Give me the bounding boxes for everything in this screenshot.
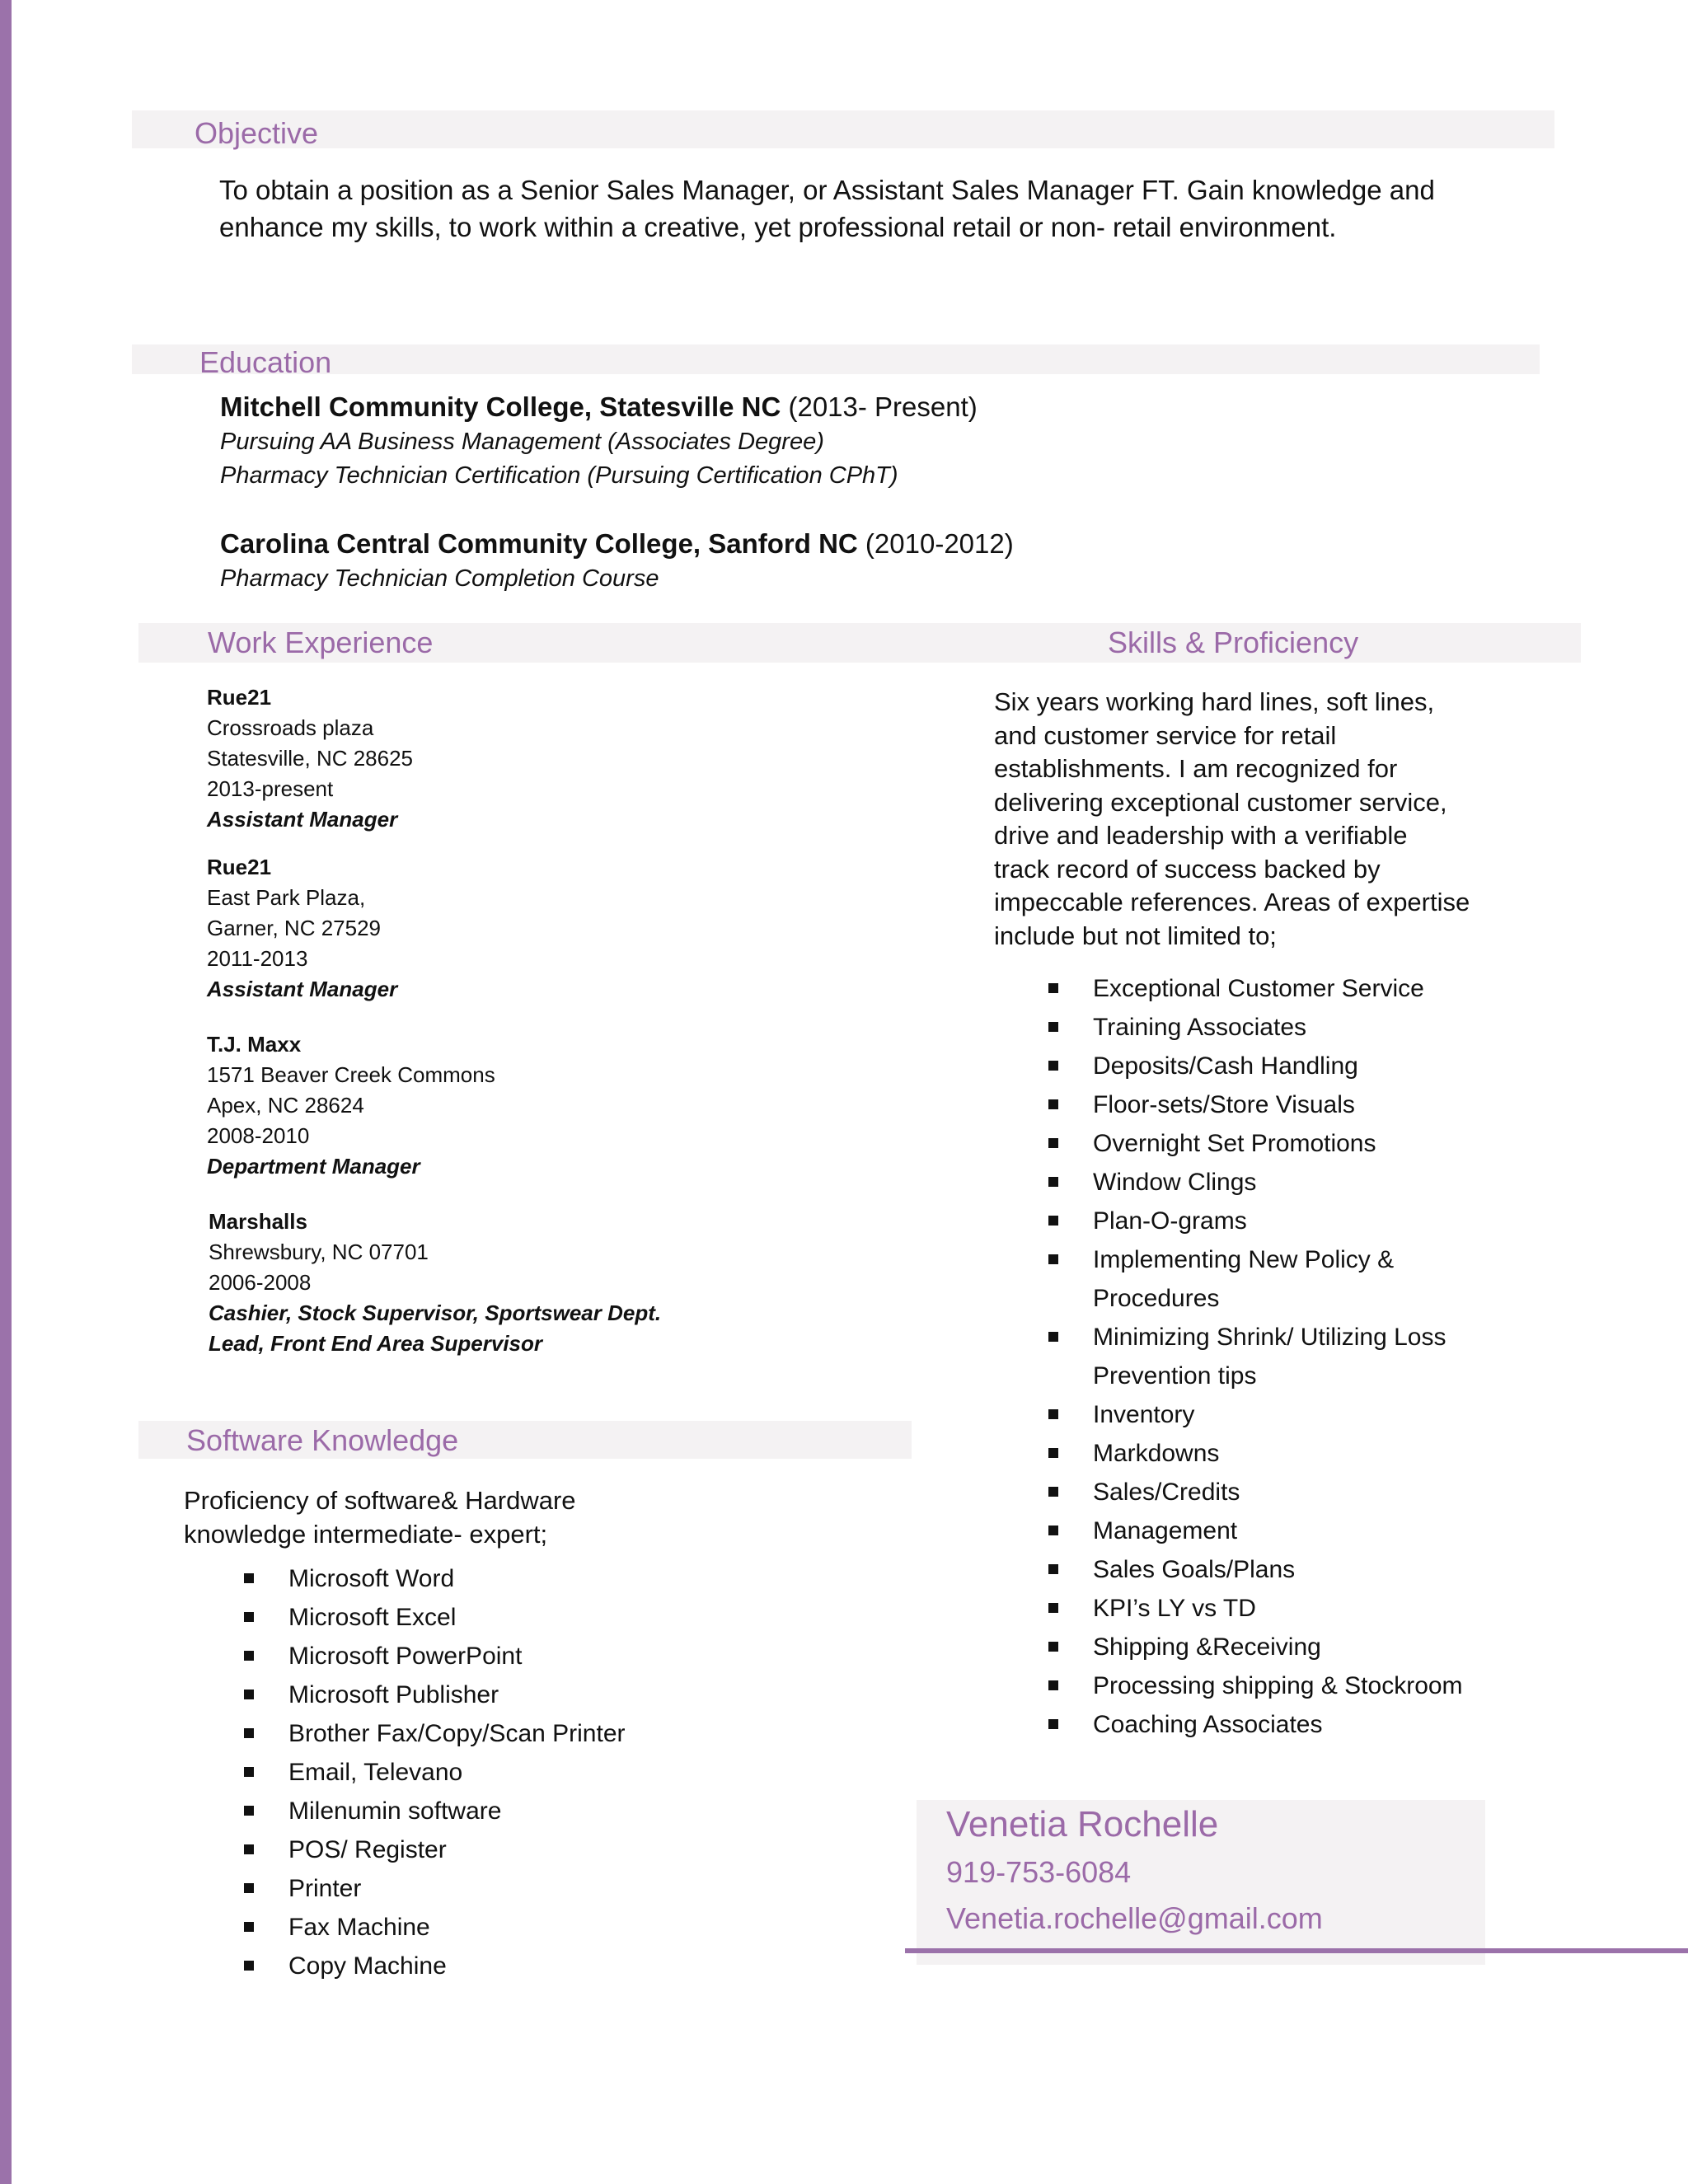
job-line: 2013-present — [207, 776, 334, 801]
list-item — [1043, 1240, 1505, 1318]
skills-intro-line: include but not limited to; — [994, 921, 1277, 950]
skills-intro-line: impeccable references. Areas of expertise — [994, 888, 1470, 916]
software-item-label: Printer — [288, 1875, 362, 1902]
left-accent-rule — [0, 0, 12, 2184]
list-item — [1043, 1589, 1505, 1628]
list-item — [239, 1947, 816, 1985]
education-band — [132, 344, 1540, 374]
square-bullet-icon — [1048, 1526, 1058, 1535]
list-item — [1043, 1550, 1505, 1589]
skills-intro-line: Six years working hard lines, soft lines, — [994, 687, 1435, 716]
education-title: Education — [199, 345, 332, 379]
software-item-label: Microsoft Excel — [288, 1604, 457, 1631]
square-bullet-icon — [1048, 1138, 1058, 1148]
contact-name: Venetia Rochelle — [946, 1804, 1219, 1844]
list-item — [1043, 1666, 1505, 1705]
skills-title: Skills & Proficiency — [1108, 626, 1359, 659]
list-item — [239, 1559, 816, 1598]
list-item — [1043, 1473, 1505, 1511]
job-line: Crossroads plaza — [207, 715, 374, 740]
objective-band — [132, 110, 1554, 148]
software-item-label: POS/ Register — [288, 1836, 447, 1863]
contact-email: Venetia.rochelle@gmail.com — [946, 1901, 1323, 1935]
software-item-label: Milenumin software — [288, 1797, 502, 1825]
software-item-label: Fax Machine — [288, 1914, 430, 1941]
skill-item-label: Inventory — [1093, 1401, 1195, 1428]
school-detail: Pharmacy Technician Certification (Pursuing Certification CPhT) — [220, 462, 898, 489]
square-bullet-icon — [1048, 983, 1058, 993]
skills-intro-line: drive and leadership with a verifiable — [994, 821, 1408, 850]
list-item — [1043, 1085, 1505, 1124]
software-list — [239, 1559, 816, 1985]
skill-item-label: Exceptional Customer Service — [1093, 975, 1424, 1002]
square-bullet-icon — [1048, 1603, 1058, 1613]
software-intro-line: Proficiency of software& Hardware — [184, 1486, 576, 1515]
job-line: East Park Plaza, — [207, 885, 366, 910]
list-item — [1043, 1047, 1505, 1085]
list-item — [1043, 1511, 1505, 1550]
list-item — [1043, 1202, 1505, 1240]
software-intro-line: knowledge intermediate- expert; — [184, 1520, 548, 1549]
square-bullet-icon — [1048, 1448, 1058, 1458]
list-item — [239, 1908, 816, 1947]
skill-item-label: KPI’s LY vs TD — [1093, 1595, 1256, 1622]
job-line: 2006-2008 — [209, 1270, 312, 1295]
software-item-label: Microsoft Publisher — [288, 1681, 499, 1708]
job-company: Rue21 — [207, 855, 272, 879]
square-bullet-icon — [1048, 1332, 1058, 1342]
square-bullet-icon — [1048, 1642, 1058, 1652]
school-detail: Pharmacy Technician Completion Course — [220, 565, 659, 592]
square-bullet-icon — [244, 1690, 254, 1699]
job-entry — [207, 1029, 495, 1182]
objective-line: To obtain a position as a Senior Sales Manager, or Assistant Sales Manager FT. Gain knowledge and — [219, 175, 1435, 205]
square-bullet-icon — [244, 1922, 254, 1932]
skills-intro-line: establishments. I am recognized for — [994, 754, 1398, 783]
list-item — [1043, 969, 1505, 1008]
skill-item-label: Overnight Set Promotions — [1093, 1130, 1376, 1157]
job-role: Department Manager — [207, 1154, 420, 1179]
list-item — [239, 1869, 816, 1908]
list-item — [1043, 1434, 1505, 1473]
list-item — [239, 1830, 816, 1869]
software-item-label: Copy Machine — [288, 1952, 447, 1980]
list-item — [1043, 1318, 1505, 1395]
square-bullet-icon — [1048, 1409, 1058, 1419]
job-line: Shrewsbury, NC 07701 — [209, 1240, 429, 1264]
job-company: Marshalls — [209, 1209, 307, 1234]
school-heading — [220, 526, 1014, 562]
job-role: Assistant Manager — [207, 977, 398, 1001]
skill-item-label: Deposits/Cash Handling — [1093, 1052, 1358, 1080]
square-bullet-icon — [244, 1883, 254, 1893]
square-bullet-icon — [244, 1651, 254, 1661]
square-bullet-icon — [1048, 1216, 1058, 1226]
skill-item-label: Minimizing Shrink/ Utilizing Loss Prevention tips — [1093, 1324, 1447, 1390]
school-years: (2010-2012) — [857, 528, 1014, 559]
job-line: 2008-2010 — [207, 1123, 310, 1148]
school-heading — [220, 389, 978, 425]
objective-title: Objective — [195, 116, 319, 150]
list-item — [1043, 1163, 1505, 1202]
square-bullet-icon — [244, 1961, 254, 1971]
square-bullet-icon — [1048, 1022, 1058, 1032]
square-bullet-icon — [244, 1573, 254, 1583]
list-item — [239, 1714, 816, 1753]
skill-item-label: Sales Goals/Plans — [1093, 1556, 1296, 1583]
education-entry — [220, 526, 1014, 596]
square-bullet-icon — [1048, 1177, 1058, 1187]
job-company: T.J. Maxx — [207, 1032, 302, 1057]
skill-item-label: Management — [1093, 1517, 1238, 1544]
software-item-label: Microsoft Word — [288, 1565, 455, 1592]
software-item-label: Brother Fax/Copy/Scan Printer — [288, 1720, 626, 1747]
list-item — [239, 1753, 816, 1792]
job-entry — [209, 1207, 661, 1359]
skills-list — [1043, 969, 1505, 1744]
software-item-label: Email, Televano — [288, 1759, 463, 1786]
skill-item-label: Processing shipping & Stockroom — [1093, 1672, 1463, 1699]
job-line: Garner, NC 27529 — [207, 916, 382, 940]
education-entry — [220, 389, 978, 493]
software-intro — [184, 1483, 576, 1551]
skill-item-label: Implementing New Policy & Procedures — [1093, 1246, 1395, 1312]
school-years: (2013- Present) — [781, 391, 978, 422]
square-bullet-icon — [1048, 1680, 1058, 1690]
list-item — [239, 1598, 816, 1637]
job-line: 1571 Beaver Creek Commons — [207, 1062, 495, 1087]
list-item — [1043, 1008, 1505, 1047]
job-role: Assistant Manager — [207, 807, 398, 832]
job-line: Statesville, NC 28625 — [207, 746, 414, 771]
skill-item-label: Sales/Credits — [1093, 1479, 1240, 1506]
square-bullet-icon — [244, 1767, 254, 1777]
school-name: Mitchell Community College, Statesville NC — [220, 391, 781, 422]
square-bullet-icon — [1048, 1099, 1058, 1109]
list-item — [239, 1675, 816, 1714]
job-line: Apex, NC 28624 — [207, 1093, 364, 1118]
skills-intro-line: and customer service for retail — [994, 720, 1337, 750]
list-item — [1043, 1124, 1505, 1163]
school-name: Carolina Central Community College, Sanford NC — [220, 528, 858, 559]
job-role: Cashier, Stock Supervisor, Sportswear Dept. — [209, 1301, 662, 1325]
square-bullet-icon — [244, 1806, 254, 1816]
skills-intro — [994, 686, 1470, 953]
software-item-label: Microsoft PowerPoint — [288, 1643, 523, 1670]
job-line: 2011-2013 — [207, 946, 308, 971]
skills-intro-line: delivering exceptional customer service, — [994, 787, 1447, 817]
square-bullet-icon — [1048, 1254, 1058, 1264]
skill-item-label: Plan-O-grams — [1093, 1207, 1247, 1235]
work-experience-title: Work Experience — [208, 626, 434, 659]
objective-text — [219, 171, 1435, 246]
contact-underline — [905, 1948, 1688, 1953]
square-bullet-icon — [244, 1844, 254, 1854]
square-bullet-icon — [1048, 1061, 1058, 1071]
objective-line: enhance my skills, to work within a creative, yet professional retail or non- retail environment. — [219, 212, 1337, 242]
job-role: Lead, Front End Area Supervisor — [209, 1331, 543, 1356]
square-bullet-icon — [244, 1728, 254, 1738]
job-company: Rue21 — [207, 685, 272, 710]
school-detail: Pursuing AA Business Management (Associates Degree) — [220, 429, 824, 455]
skills-intro-line: track record of success backed by — [994, 854, 1381, 883]
list-item — [1043, 1395, 1505, 1434]
list-item — [239, 1792, 816, 1830]
square-bullet-icon — [1048, 1719, 1058, 1729]
list-item — [1043, 1705, 1505, 1744]
job-entry — [207, 852, 397, 1005]
square-bullet-icon — [1048, 1487, 1058, 1497]
list-item — [239, 1637, 816, 1675]
skill-item-label: Markdowns — [1093, 1440, 1220, 1467]
skill-item-label: Window Clings — [1093, 1169, 1257, 1196]
square-bullet-icon — [1048, 1564, 1058, 1574]
list-item — [1043, 1628, 1505, 1666]
skill-item-label: Coaching Associates — [1093, 1711, 1323, 1738]
contact-phone: 919-753-6084 — [946, 1855, 1132, 1889]
skill-item-label: Floor-sets/Store Visuals — [1093, 1091, 1355, 1118]
skill-item-label: Training Associates — [1093, 1014, 1307, 1041]
job-entry — [207, 682, 413, 835]
software-title: Software Knowledge — [186, 1423, 459, 1457]
square-bullet-icon — [244, 1612, 254, 1622]
skill-item-label: Shipping &Receiving — [1093, 1633, 1321, 1661]
